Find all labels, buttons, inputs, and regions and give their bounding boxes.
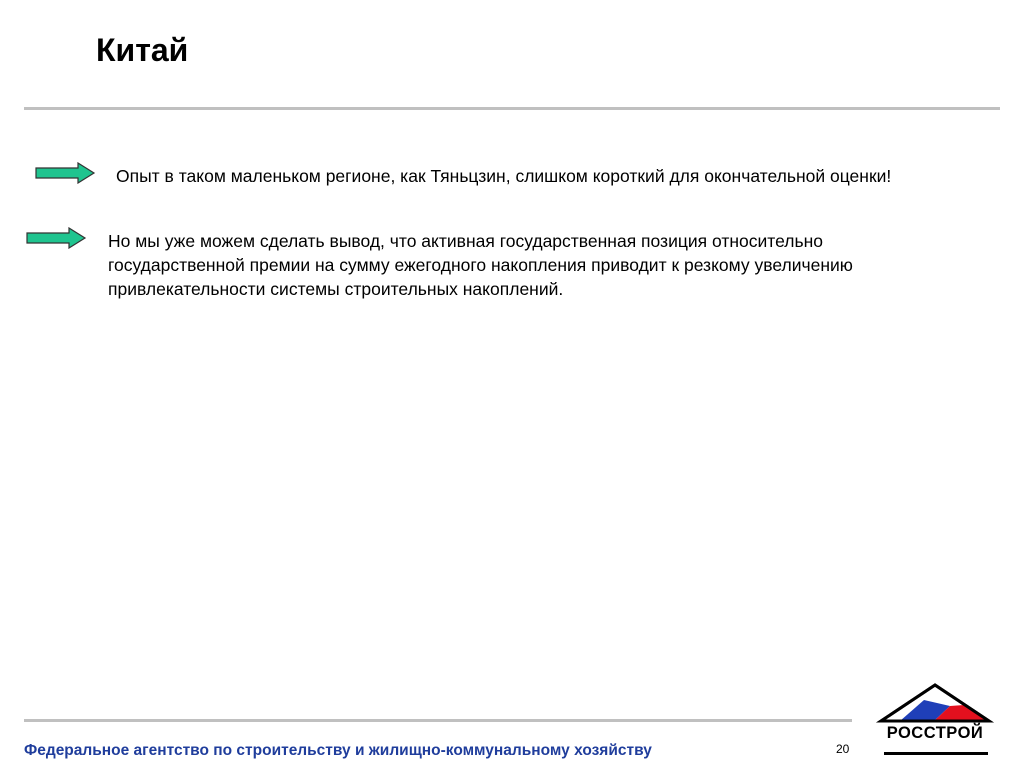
right-arrow-icon xyxy=(34,162,96,184)
bullet-text-2: Но мы уже можем сделать вывод, что активная государственная позиция относительно государственной премии на сумму ежегодного накопления приводит к резкому увеличению привлекательности системы строительных накоплений. xyxy=(108,231,853,299)
bullet-text-1: Опыт в таком маленьком регионе, как Тяньцзин, слишком короткий для окончательной оценки! xyxy=(116,166,892,186)
right-arrow-icon xyxy=(25,227,87,249)
logo-text: РОССТРОЙ xyxy=(886,724,984,742)
footer-divider xyxy=(24,719,852,722)
page-number: 20 xyxy=(836,742,850,756)
footer-agency-name: Федеральное агентство по строительству и жилищно-коммунальному хозяйству xyxy=(24,742,652,759)
title-divider xyxy=(24,107,1000,110)
roof-flag-icon xyxy=(876,682,994,726)
logo-underline xyxy=(884,752,988,755)
slide-title: Китай xyxy=(96,32,189,68)
rosstroy-logo xyxy=(876,682,994,762)
